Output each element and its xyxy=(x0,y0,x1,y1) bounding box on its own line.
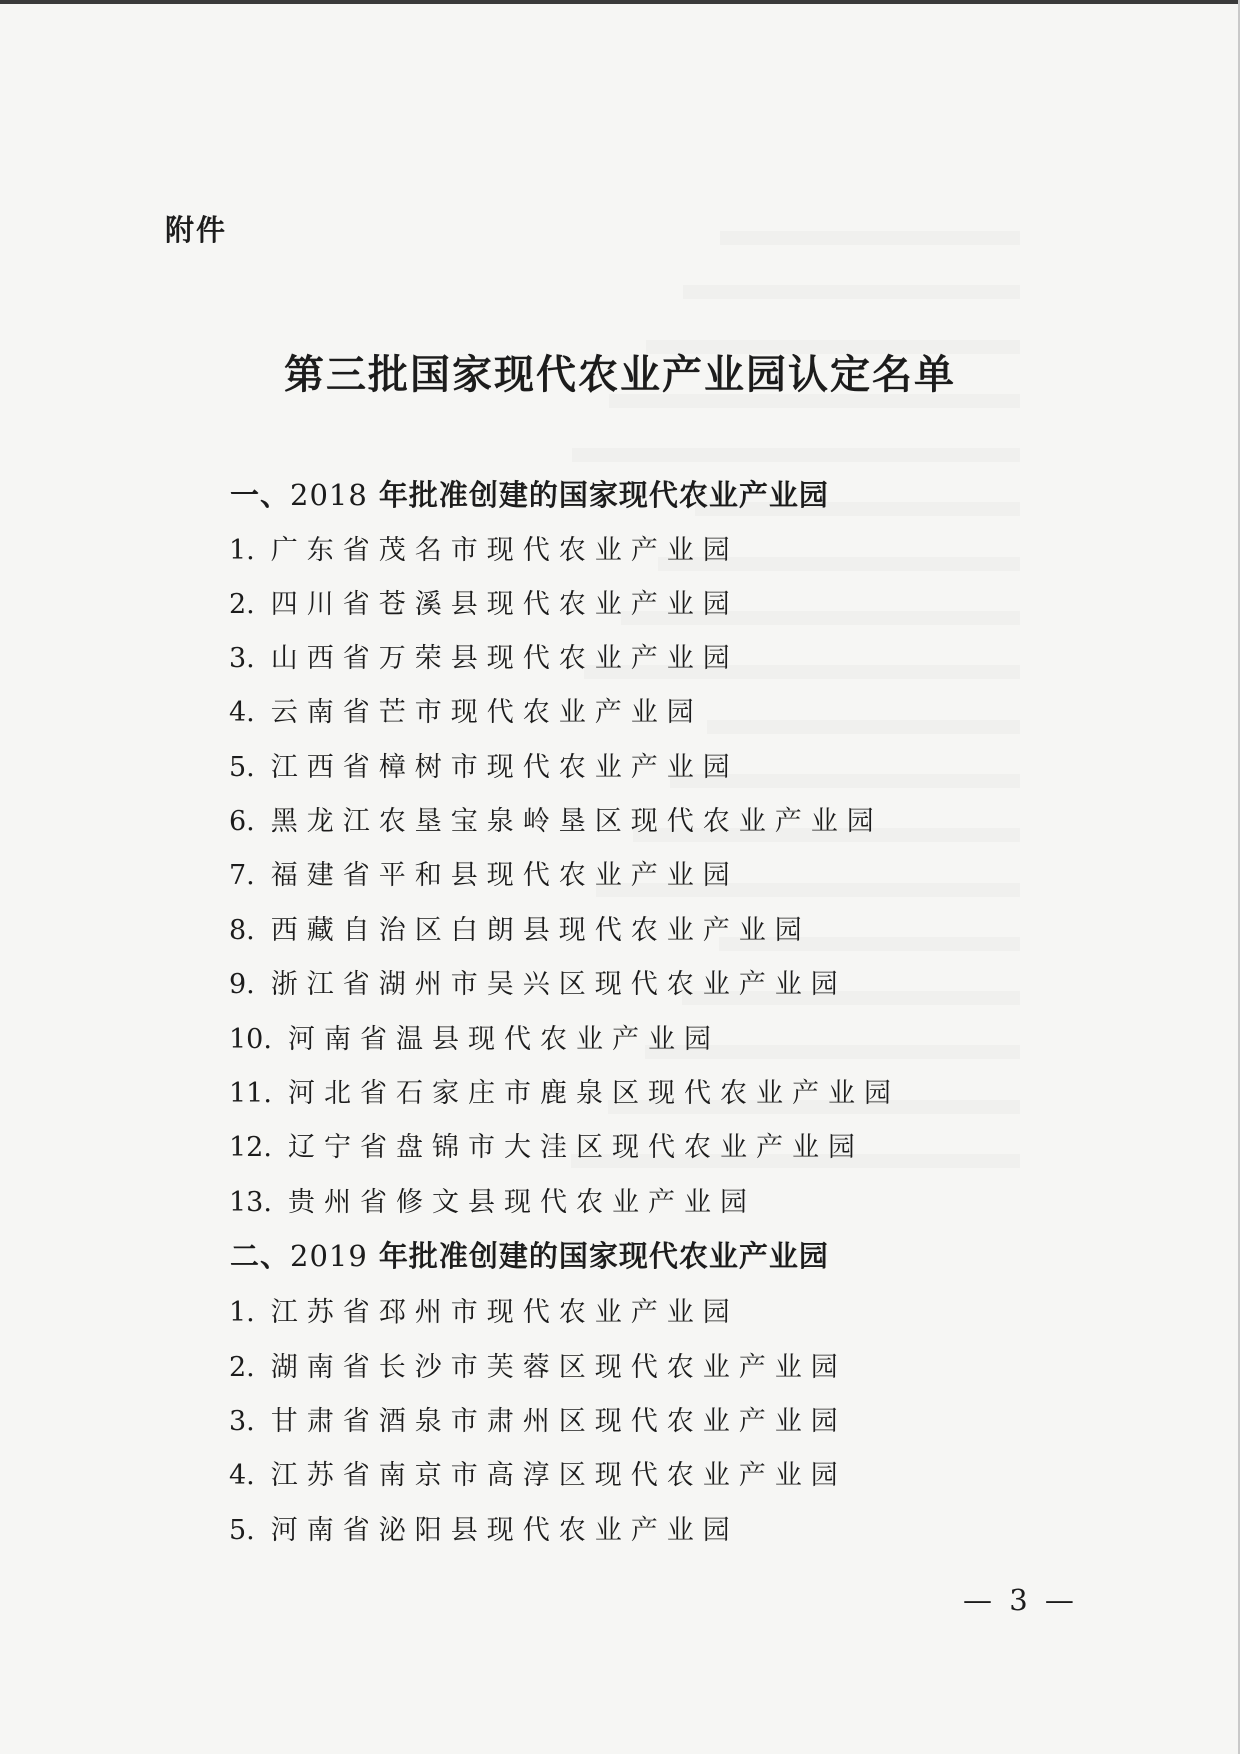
show-through-line xyxy=(540,210,1020,264)
list-item xyxy=(229,962,847,1001)
item-index: 3. xyxy=(229,1406,255,1437)
section-prefix: 二、 xyxy=(230,1239,291,1273)
item-name: 贵州省修文县现代农业产业园 xyxy=(287,1187,756,1218)
section-year: 2019 xyxy=(290,1239,368,1273)
item-name: 广东省茂名市现代农业产业园 xyxy=(270,535,739,566)
section-heading-text: 年批准创建的国家现代农业产业园 xyxy=(367,1239,829,1273)
item-index: 10. xyxy=(229,1024,272,1055)
scan-edge xyxy=(0,0,1240,4)
list-item xyxy=(229,1125,864,1164)
list-item xyxy=(229,1071,900,1110)
list-item xyxy=(229,908,811,947)
document-title: 第三批国家现代农业产业园认定名单 xyxy=(284,351,956,398)
item-name: 四川省苍溪县现代农业产业园 xyxy=(270,589,739,620)
show-through-line xyxy=(540,264,1020,318)
item-index: 13. xyxy=(229,1187,272,1218)
list-item xyxy=(229,1017,720,1056)
item-index: 2. xyxy=(229,1352,255,1383)
item-name: 浙江省湖州市吴兴区现代农业产业园 xyxy=(270,969,847,1000)
list-item xyxy=(229,1508,739,1547)
item-index: 7. xyxy=(229,860,255,891)
item-name: 福建省平和县现代农业产业园 xyxy=(270,860,739,891)
item-name: 云南省芒市现代农业产业园 xyxy=(270,697,703,728)
list-item xyxy=(229,690,703,729)
item-index: 5. xyxy=(229,752,255,783)
list-item xyxy=(229,1180,756,1219)
section-year: 2018 xyxy=(290,478,368,512)
show-through-bar xyxy=(707,720,1020,734)
attachment-label: 附件 xyxy=(165,213,228,247)
item-name: 黑龙江农垦宝泉岭垦区现代农业产业园 xyxy=(270,806,883,837)
item-index: 3. xyxy=(229,643,255,674)
item-index: 4. xyxy=(229,697,255,728)
list-item xyxy=(229,1453,847,1492)
show-through-bar xyxy=(683,285,1020,299)
item-name: 江西省樟树市现代农业产业园 xyxy=(270,752,739,783)
section-heading-2018 xyxy=(230,473,829,514)
item-name: 西藏自治区白朗县现代农业产业园 xyxy=(270,915,811,946)
show-through-bar xyxy=(572,448,1020,462)
item-index: 2. xyxy=(229,589,255,620)
item-index: 9. xyxy=(229,969,255,1000)
list-item xyxy=(229,1345,847,1384)
list-item xyxy=(229,1290,739,1329)
list-item xyxy=(229,745,739,784)
item-index: 6. xyxy=(229,806,255,837)
list-item xyxy=(229,636,739,675)
section-prefix: 一、 xyxy=(230,478,291,512)
list-item xyxy=(229,582,739,621)
item-name: 甘肃省酒泉市肃州区现代农业产业园 xyxy=(270,1406,847,1437)
section-heading-text: 年批准创建的国家现代农业产业园 xyxy=(367,478,829,512)
list-item xyxy=(229,1399,847,1438)
item-name: 河南省泌阳县现代农业产业园 xyxy=(270,1515,739,1546)
page-number: — 3 — xyxy=(963,1583,1078,1617)
item-name: 辽宁省盘锦市大洼区现代农业产业园 xyxy=(287,1132,864,1163)
item-index: 1. xyxy=(229,1297,255,1328)
item-index: 1. xyxy=(229,535,255,566)
item-index: 11. xyxy=(229,1078,272,1109)
item-name: 河北省石家庄市鹿泉区现代农业产业园 xyxy=(287,1078,900,1109)
show-through-bar xyxy=(720,231,1020,245)
item-index: 12. xyxy=(229,1132,272,1163)
item-index: 4. xyxy=(229,1460,255,1491)
list-item xyxy=(229,799,883,838)
item-index: 5. xyxy=(229,1515,255,1546)
item-name: 河南省温县现代农业产业园 xyxy=(287,1024,720,1055)
list-item xyxy=(229,528,739,567)
item-name: 山西省万荣县现代农业产业园 xyxy=(270,643,739,674)
item-index: 8. xyxy=(229,915,255,946)
item-name: 江苏省南京市高淳区现代农业产业园 xyxy=(270,1460,847,1491)
list-item xyxy=(229,853,739,892)
item-name: 江苏省邳州市现代农业产业园 xyxy=(270,1297,739,1328)
section-heading-2019 xyxy=(230,1234,829,1275)
item-name: 湖南省长沙市芙蓉区现代农业产业园 xyxy=(270,1352,847,1383)
